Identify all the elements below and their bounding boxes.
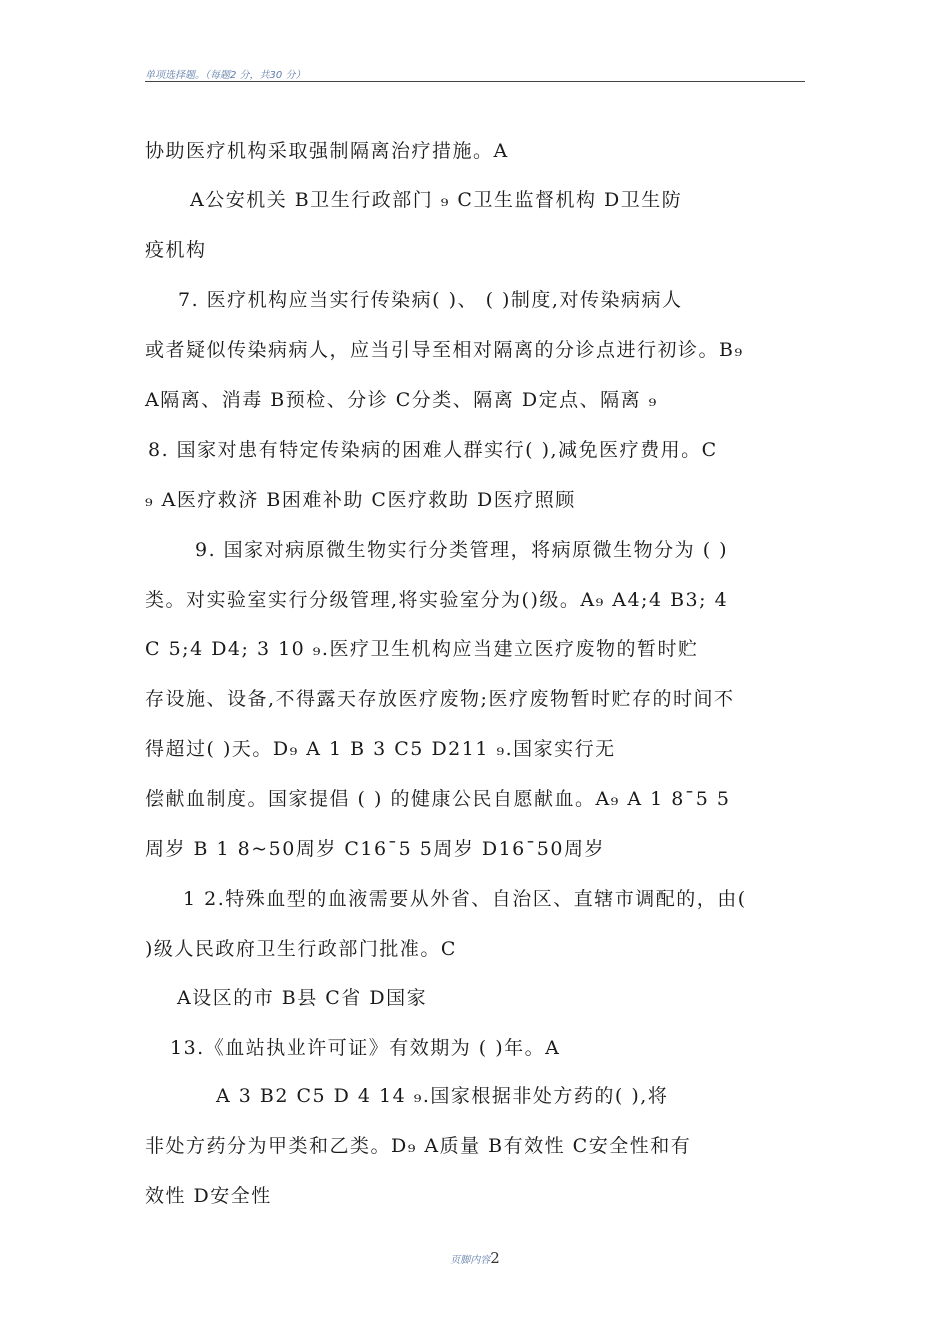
page-number: 2 [490, 1249, 500, 1267]
text-line: 7. 医疗机构应当实行传染病( )、 ( )制度,对传染病病人 [178, 289, 683, 311]
footer-label: 页脚内容 [450, 1255, 491, 1266]
text-line: 13.《血站执业许可证》有效期为 ( )年。A [170, 1037, 561, 1059]
text-line: 或者疑似传染病病人，应当引导至相对隔离的分诊点进行初诊。B₉ [145, 339, 744, 361]
text-line: 类。对实验室实行分级管理,将实验室分为()级。A₉ A4;4 B3; 4 [145, 589, 729, 611]
text-line: 效性 D安全性 [145, 1185, 272, 1207]
text-line: 疫机构 [145, 239, 207, 261]
text-line: 非处方药分为甲类和乙类。D₉ A质量 B有效性 C安全性和有 [145, 1135, 692, 1157]
text-line: 得超过( )天。D₉ A 1 B 3 C5 D211 ₉.国家实行无 [145, 738, 616, 760]
text-line: C 5;4 D4; 3 10 ₉.医疗卫生机构应当建立医疗废物的暂时贮 [145, 638, 699, 660]
page-footer [0, 1248, 950, 1267]
text-line: A公安机关 B卫生行政部门 ₉ C卫生监督机构 D卫生防 [190, 189, 683, 211]
text-line: 1 2.特殊血型的血液需要从外省、自治区、直辖市调配的，由( [183, 888, 747, 910]
text-line: A设区的市 B县 C省 D国家 [177, 987, 428, 1009]
text-line: 偿献血制度。国家提倡 ( ) 的健康公民自愿献血。A₉ A 1 8¯5 5 [145, 788, 731, 810]
text-line: 8. 国家对患有特定传染病的困难人群实行( ),减免医疗费用。C [148, 439, 718, 461]
text-line: 周岁 B 1 8~50周岁 C16¯5 5周岁 D16¯50周岁 [145, 838, 605, 860]
text-line: 协助医疗机构采取强制隔离治疗措施。A [145, 140, 509, 162]
text-line: )级人民政府卫生行政部门批准。C [145, 938, 457, 960]
text-line: 9. 国家对病原微生物实行分类管理，将病原微生物分为 ( ) [195, 539, 729, 561]
header-text: 单项选择题。（每题2 分，共30 分） [145, 70, 306, 81]
text-line: A 3 B2 C5 D 4 14 ₉.国家根据非处方药的( ),将 [216, 1085, 669, 1107]
text-line: ₉ A医疗救济 B困难补助 C医疗救助 D医疗照顾 [145, 489, 576, 511]
text-line: A隔离、消毒 B预检、分诊 C分类、隔离 D定点、隔离 ₉ [145, 389, 658, 411]
text-line: 存设施、设备,不得露天存放医疗废物;医疗废物暂时贮存的时间不 [145, 688, 735, 710]
